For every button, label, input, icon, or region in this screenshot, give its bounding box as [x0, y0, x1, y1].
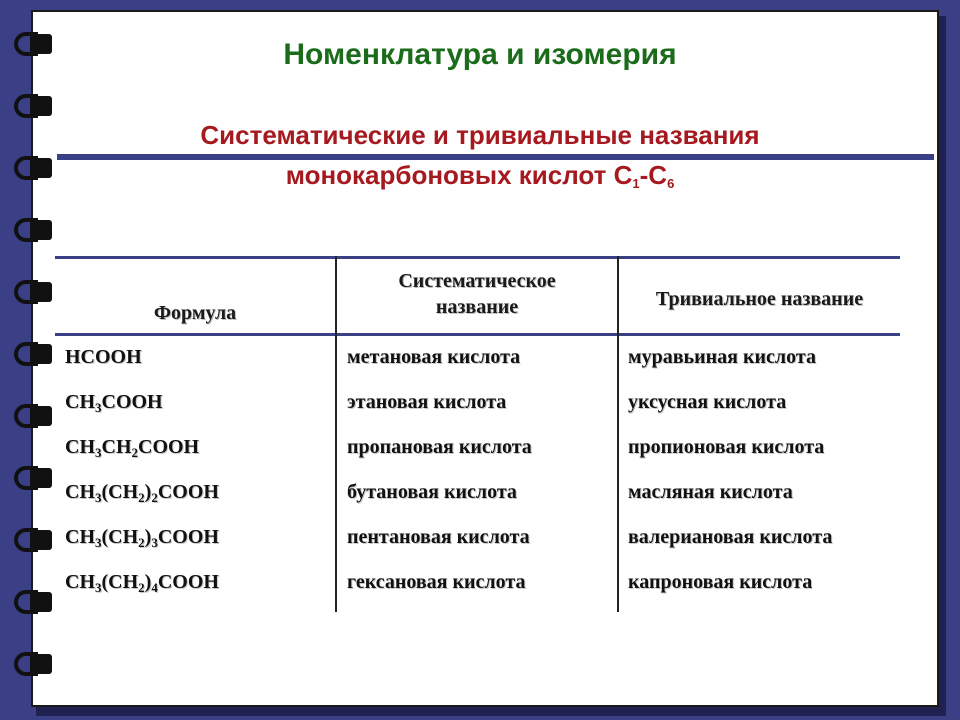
binder-ring: [14, 344, 52, 364]
binder-ring: [14, 220, 52, 240]
trivial-name-cell: масляная кислота: [628, 481, 793, 503]
header-trivial: Тривиальное название: [655, 288, 864, 310]
trivial-name-cell: уксусная кислота: [628, 391, 787, 413]
acids-table: [55, 256, 900, 612]
binder-ring: [14, 406, 52, 426]
trivial-name-cell: пропионовая кислота: [628, 436, 825, 458]
trivial-name-cell: валериановая кислота: [628, 526, 833, 548]
slide-title: Номенклатура и изомерия: [283, 38, 677, 71]
systematic-name-cell: метановая кислота: [347, 346, 521, 368]
systematic-name-cell: гексановая кислота: [347, 571, 526, 593]
formula-cell: $CH_3(CH_2)_3COOH$: [65, 526, 219, 550]
binder-ring: [14, 592, 52, 612]
table-top-rule: [55, 256, 900, 259]
subtitle-dash: -C: [639, 160, 668, 190]
binder-ring: [14, 282, 52, 302]
binder-ring: [14, 530, 52, 550]
systematic-name-cell: пентановая кислота: [347, 526, 530, 548]
header-systematic-line1: Систематическое: [398, 270, 556, 292]
formula-cell: $CH_3CH_2COOH$: [65, 436, 200, 460]
systematic-name-cell: пропановая кислота: [347, 436, 532, 458]
systematic-name-cell: бутановая кислота: [347, 481, 517, 503]
subtitle-text: монокарбоновых кислот C: [285, 160, 633, 190]
trivial-name-cell: капроновая кислота: [628, 571, 813, 593]
subtitle-line2: [0, 160, 960, 191]
subtitle-sub1: 1: [632, 176, 640, 191]
formula-cell: $CH_3(CH_2)_4COOH$: [65, 571, 219, 595]
table-header-rule: [55, 333, 900, 336]
subtitle-line1: Систематические и тривиальные названия: [200, 120, 760, 150]
header-systematic-line2: название: [435, 296, 519, 318]
binder-ring: [14, 468, 52, 488]
subtitle-sub2: 6: [667, 176, 675, 191]
formula-cell: $CH_3COOH$: [65, 391, 163, 415]
binder-ring: [14, 654, 52, 674]
formula-cell: HCOOH: [65, 346, 142, 368]
header-formula: Формула: [153, 302, 237, 324]
header-systematic: [337, 268, 617, 320]
trivial-name-cell: муравьиная кислота: [628, 346, 816, 368]
formula-cell: $CH_3(CH_2)_2COOH$: [65, 481, 219, 505]
binder-ring: [14, 96, 52, 116]
systematic-name-cell: этановая кислота: [347, 391, 507, 413]
